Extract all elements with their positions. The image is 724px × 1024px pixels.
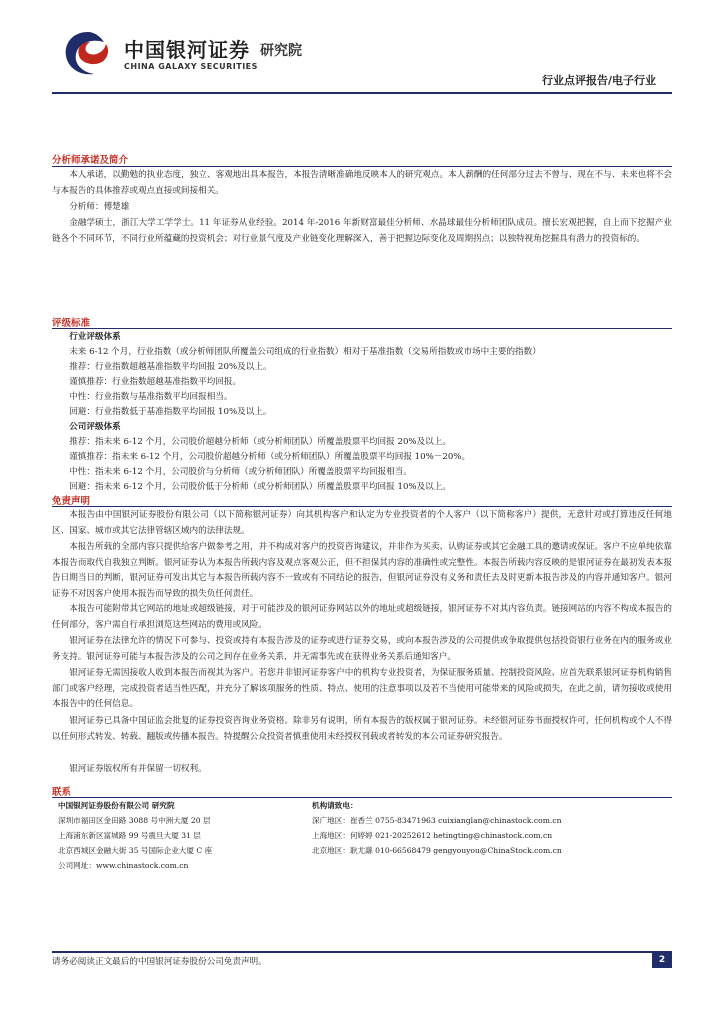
analyst-bio: 金融学硕士，浙江大学工学学士。11 年证券从业经验。2014 年-2016 年新财富最佳分析师、水晶球最佳分析师团队成员。擅长宏观把握，自上而下挖掘产业链各个不同环节，不同行业所蕴藏的投资机会；对行业景气度及产业链变化理解深入，善于把握边际变化及周期拐点；以独特视角挖掘具有潜力的投资标的。 [52, 218, 672, 244]
company-rating-line: 中性：指未来 6-12 个月，公司股价与分析师（或分析师团队）所覆盖股票平均回报相当。 [69, 467, 412, 477]
institution-contact: 北京地区：耿尤繇 010-66568479 gengyouyou@ChinaStock.com.cn [312, 846, 562, 855]
contact-address: 深圳市福田区金田路 3088 号中洲大厦 20 层 [58, 816, 211, 825]
logo-chinese-name: 中国银河证券 [124, 38, 250, 62]
disclaimer-section-title: 免责声明 [52, 496, 91, 507]
page-number: 2 [652, 953, 672, 968]
disclaimer-paragraph: 银河证券版权所有并保留一切权利。 [69, 764, 207, 774]
analyst-pledge: 本人承诺，以勤勉的执业态度，独立、客观地出具本报告，本报告清晰准确地反映本人的研究观点。本人薪酬的任何部分过去不曾与、现在不与、未来也将不会与本报告的具体推荐或观点直接或间接相关。 [52, 170, 672, 196]
contact-address: 北京西城区金融大街 35 号国际企业大厦 C 座 [58, 846, 213, 855]
disclaimer-paragraph: 本报告所载的全部内容只提供给客户做参考之用，并不构成对客户的投资咨询建议，并非作为买卖、认购证券或其它金融工具的邀请或保证。客户不应单纯依靠本报告而取代自我独立判断。银河证券认为本报告所载内容及观点客观公正，但不担保其内容的准确性或完整性。本报告所载内容反映的是银河证券在最初发表本报告日期当日的判断，银河证券可发出其它与本报告所载内容不一致或有不同结论的报告，但银河证券没有义务和责任去及时更新本报告涉及的内容并通知客户。银河证券不对因客户使用本报告而导致的损失负任何责任。 [52, 542, 672, 599]
galaxy-logo-icon [60, 28, 116, 80]
rating-section-title: 评级标准 [52, 318, 91, 329]
logo-institute: 研究院 [260, 43, 302, 59]
industry-rating-line: 回避：行业指数低于基准指数平均回报 10%及以上。 [69, 407, 272, 417]
industry-rating-title: 行业评级体系 [69, 332, 121, 342]
disclaimer-paragraph: 银河证券已具备中国证监会批复的证券投资咨询业务资格。除非另有说明，所有本报告的版权属于银河证券。未经银河证券书面授权许可，任何机构或个人不得以任何形式转发、转载、翻版或传播本报告。特提醒公众投资者慎重使用未经授权刊载或者转发的本公司证券研究报告。 [52, 716, 672, 742]
disclaimer-paragraph: 银河证券无需因接收人收到本报告而视其为客户。若您并非银河证券客户中的机构专业投资者，为保证服务质量、控制投资风险、应首先联系银河证券机构销售部门或客户经理，完成投资者适当性匹配，并充分了解该项服务的性质、特点、使用的注意事项以及若不当使用可能带来的风险或损失，在此之前，请勿接收或使用本报告中的任何信息。 [52, 668, 672, 710]
contact-section-title: 联系 [52, 787, 72, 798]
header-divider [52, 92, 672, 94]
company-rating-title: 公司评级体系 [69, 422, 121, 432]
report-type-label: 行业点评报告/电子行业 [541, 74, 656, 87]
industry-rating-line: 未来 6-12 个月，行业指数（或分析师团队所覆盖公司组成的行业指数）相对于基准指数（交易所指数或市场中主要的指数） [69, 347, 541, 357]
disclaimer-section-rule [52, 506, 672, 507]
analyst-section-rule [52, 166, 672, 167]
company-rating-line: 推荐：指未来 6-12 个月，公司股价超越分析师（或分析师团队）所覆盖股票平均回报 20%及以上。 [69, 437, 451, 447]
contact-address: 上海浦东新区富城路 99 号震旦大厦 31 层 [58, 831, 201, 840]
disclaimer-paragraph: 本报告可能附带其它网站的地址或超级链接，对于可能涉及的银河证券网站以外的地址或超级链接，银河证券不对其内容负责。链接网站的内容不构成本报告的任何部分，客户需自行承担浏览这些网站的费用或风险。 [52, 604, 672, 630]
industry-rating-line: 谨慎推荐：行业指数超越基准指数平均回报。 [69, 377, 242, 387]
institution-contact: 上海地区：何婷婷 021-20252612 hetingting@chinastock.com.cn [312, 831, 553, 840]
contact-company: 中国银河证券股份有限公司 研究院 [58, 801, 175, 810]
analyst-section-title: 分析师承诺及简介 [52, 155, 129, 166]
disclaimer-paragraph: 本报告由中国银河证券股份有限公司（以下简称银河证券）向其机构客户和认定为专业投资者的个人客户（以下简称客户）提供，无意针对或打算违反任何地区、国家、城市或其它法律管辖区域内的法律法规。 [52, 510, 672, 536]
institution-contact-title: 机构请致电： [312, 801, 358, 810]
company-logo [60, 28, 330, 80]
analyst-name: 分析师：傅楚雄 [69, 202, 130, 212]
company-rating-line: 谨慎推荐：指未来 6-12 个月，公司股价超越分析师（或分析师团队）所覆盖股票平均回报 10%－20%。 [69, 452, 471, 462]
industry-rating-line: 中性：行业指数与基准指数平均回报相当。 [69, 392, 233, 402]
company-website: 公司网址：www.chinastock.com.cn [58, 861, 189, 870]
institution-contact: 深广地区：崔香兰 0755-83471963 cuixianglan@chinastock.com.cn [312, 816, 562, 825]
company-rating-line: 回避：指未来 6-12 个月，公司股价低于分析师（或分析师团队）所覆盖股票平均回报 10%及以上。 [69, 482, 451, 492]
logo-english-name: CHINA GALAXY SECURITIES [124, 62, 258, 71]
rating-section-rule [52, 328, 672, 329]
industry-rating-line: 推荐：行业指数超越基准指数平均回报 20%及以上。 [69, 362, 272, 372]
footer-divider [52, 951, 672, 953]
disclaimer-paragraph: 银河证券在法律允许的情况下可参与、投资或持有本报告涉及的证券或进行证券交易，或向本报告涉及的公司提供或争取提供包括投资银行业务在内的服务或业务支持。银河证券可能与本报告涉及的公司之间存在业务关系，并无需事先或在获得业务关系后通知客户。 [52, 636, 672, 662]
footer-notice: 请务必阅读正文最后的中国银河证券股份公司免责声明。 [52, 957, 267, 967]
